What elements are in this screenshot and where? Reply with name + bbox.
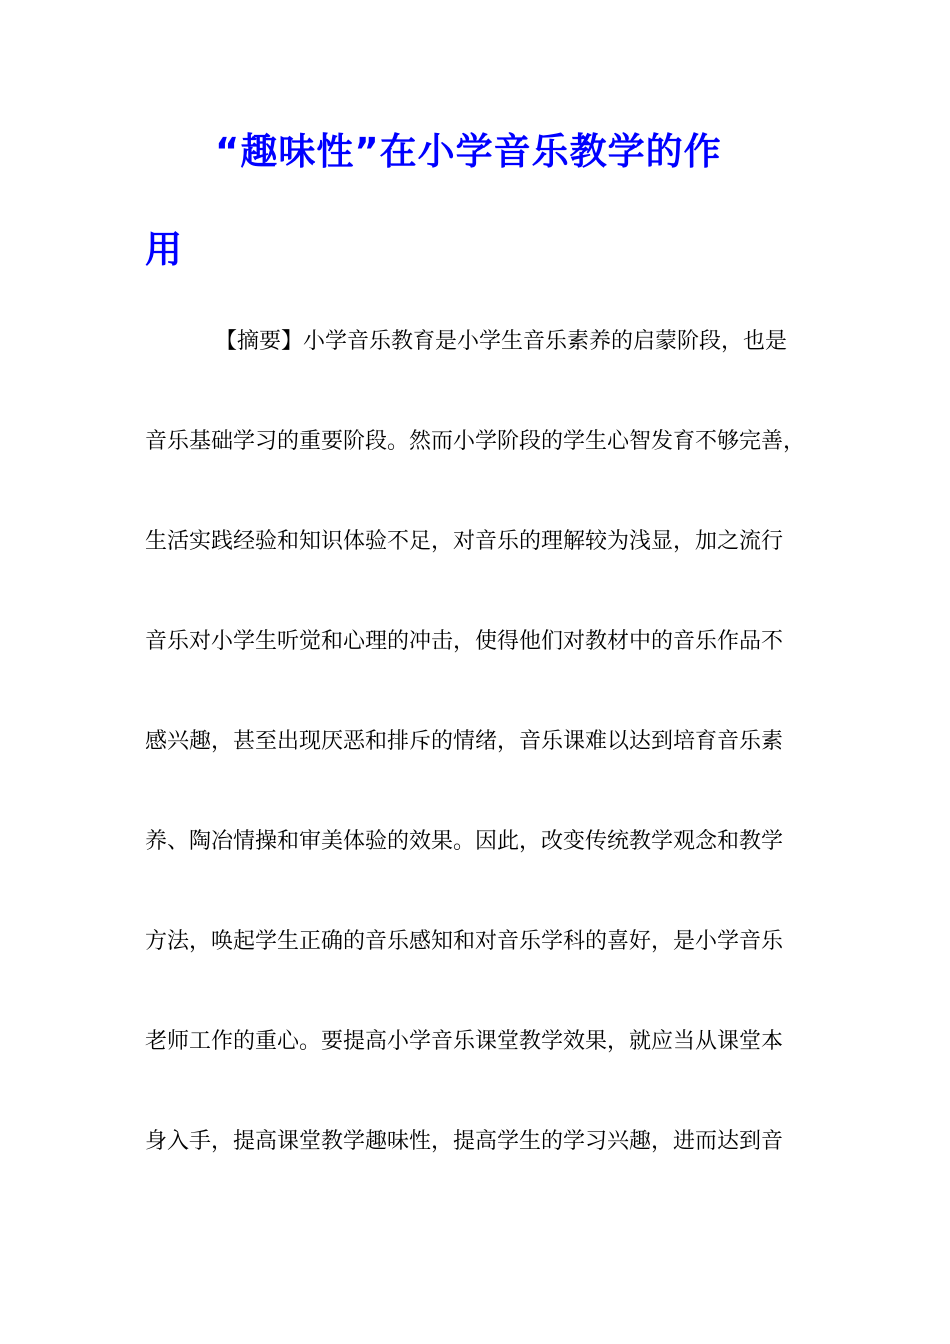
abstract-line: 生活实践经验和知识体验不足，对音乐的理解较为浅显，加之流行 (145, 529, 784, 554)
abstract-line: 方法，唤起学生正确的音乐感知和对音乐学科的喜好，是小学音乐 (145, 929, 784, 954)
abstract-line: 老师工作的重心。要提高小学音乐课堂教学效果，就应当从课堂本 (145, 1029, 784, 1054)
abstract-line: 养、陶冶情操和审美体验的效果。因此，改变传统教学观念和教学 (145, 829, 784, 854)
document-title-line-2: 用 (145, 228, 183, 271)
document-title-line-1: “趣味性”在小学音乐教学的作 (215, 130, 722, 173)
abstract-line: 身入手，提高课堂教学趣味性，提高学生的学习兴趣，进而达到音 (145, 1129, 784, 1154)
abstract-line: 感兴趣，甚至出现厌恶和排斥的情绪，音乐课难以达到培育音乐素 (145, 729, 784, 754)
abstract-line: 音乐基础学习的重要阶段。然而小学阶段的学生心智发育不够完善， (145, 429, 806, 454)
abstract-line: 音乐对小学生听觉和心理的冲击，使得他们对教材中的音乐作品不 (145, 629, 784, 654)
abstract-line: 【摘要】小学音乐教育是小学生音乐素养的启蒙阶段，也是 (215, 329, 788, 354)
